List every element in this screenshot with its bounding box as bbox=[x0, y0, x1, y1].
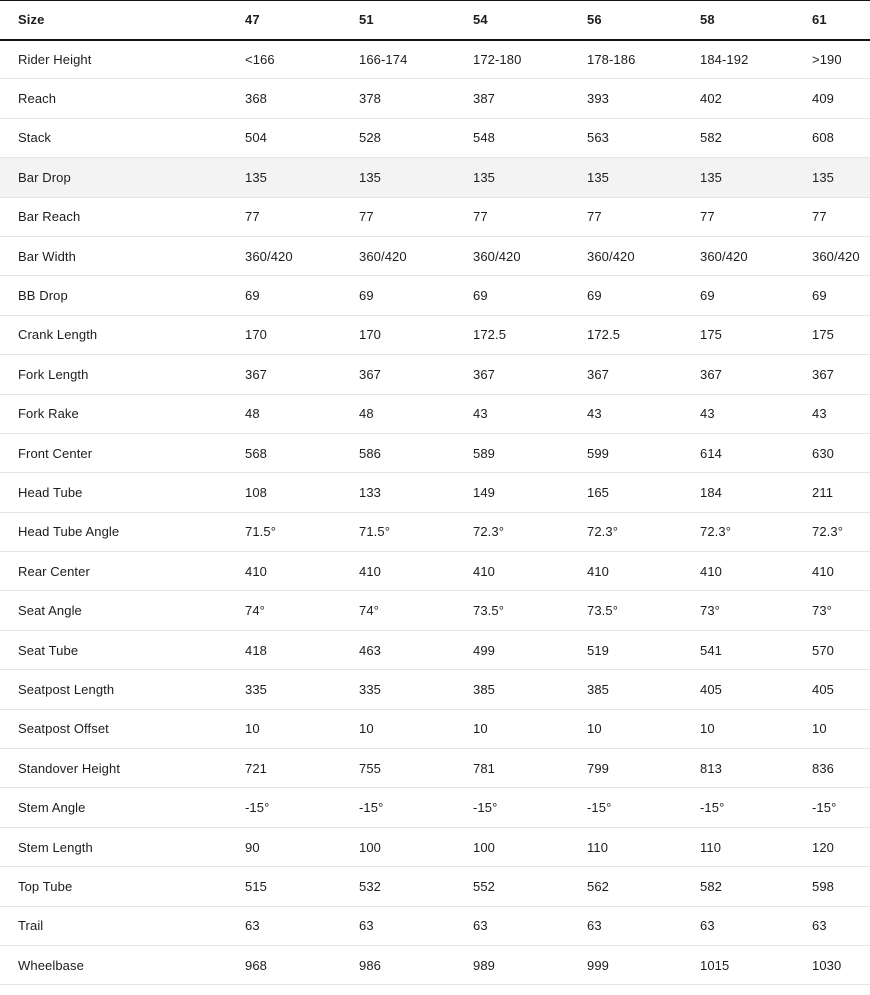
spec-row bbox=[0, 197, 870, 236]
spec-row bbox=[0, 945, 870, 984]
spec-value-cell: 515 bbox=[245, 878, 267, 894]
spec-value-cell: 504 bbox=[245, 130, 267, 146]
spec-value-cell: 178-186 bbox=[587, 51, 636, 67]
spec-value-cell: >190 bbox=[812, 51, 842, 67]
spec-label-cell: Stack bbox=[18, 130, 52, 146]
spec-label-cell: Head Tube bbox=[18, 484, 83, 500]
spec-value-cell: 135 bbox=[587, 169, 609, 185]
spec-value-cell: 135 bbox=[359, 169, 381, 185]
spec-label-cell: Seatpost Offset bbox=[18, 721, 109, 737]
spec-value-cell: 170 bbox=[359, 327, 381, 343]
spec-row bbox=[0, 79, 870, 118]
spec-value-cell: 48 bbox=[245, 406, 260, 422]
spec-value-cell: 989 bbox=[473, 957, 495, 973]
spec-value-cell: 63 bbox=[700, 918, 715, 934]
spec-value-cell: 721 bbox=[245, 760, 267, 776]
spec-value-cell: 813 bbox=[700, 760, 722, 776]
spec-value-cell: 562 bbox=[587, 878, 609, 894]
spec-value-cell: 532 bbox=[359, 878, 381, 894]
spec-row bbox=[0, 118, 870, 157]
spec-value-cell: 608 bbox=[812, 130, 834, 146]
spec-row bbox=[0, 749, 870, 788]
spec-value-cell: 10 bbox=[700, 721, 715, 737]
spec-value-cell: 582 bbox=[700, 130, 722, 146]
spec-value-cell: 799 bbox=[587, 760, 609, 776]
spec-value-cell: 410 bbox=[587, 563, 609, 579]
spec-row bbox=[0, 827, 870, 866]
spec-row bbox=[0, 867, 870, 906]
size-column-header: 61 bbox=[812, 12, 827, 28]
spec-value-cell: 360/420 bbox=[245, 248, 293, 264]
spec-value-cell: 135 bbox=[700, 169, 722, 185]
geometry-table-body bbox=[0, 40, 870, 985]
spec-value-cell: 10 bbox=[473, 721, 488, 737]
spec-value-cell: 72.3° bbox=[700, 524, 732, 540]
spec-value-cell: 77 bbox=[700, 209, 715, 225]
spec-value-cell: 172.5 bbox=[473, 327, 507, 343]
spec-value-cell: 43 bbox=[473, 406, 488, 422]
spec-value-cell: 360/420 bbox=[812, 248, 860, 264]
spec-value-cell: 563 bbox=[587, 130, 609, 146]
spec-row bbox=[0, 788, 870, 827]
spec-value-cell: 836 bbox=[812, 760, 834, 776]
spec-value-cell: 63 bbox=[359, 918, 374, 934]
spec-label-cell: Standover Height bbox=[18, 760, 121, 776]
spec-value-cell: 77 bbox=[245, 209, 260, 225]
spec-value-cell: -15° bbox=[245, 800, 270, 816]
spec-label-cell: Fork Rake bbox=[18, 406, 79, 422]
spec-value-cell: 402 bbox=[700, 91, 722, 107]
spec-row bbox=[0, 591, 870, 630]
spec-value-cell: 360/420 bbox=[473, 248, 521, 264]
spec-value-cell: 986 bbox=[359, 957, 381, 973]
spec-value-cell: 630 bbox=[812, 445, 834, 461]
spec-value-cell: 184 bbox=[700, 484, 722, 500]
spec-value-cell: 72.3° bbox=[812, 524, 844, 540]
spec-value-cell: 77 bbox=[473, 209, 488, 225]
spec-value-cell: 598 bbox=[812, 878, 834, 894]
spec-value-cell: 360/420 bbox=[359, 248, 407, 264]
spec-value-cell: 367 bbox=[359, 366, 381, 382]
spec-value-cell: 63 bbox=[245, 918, 260, 934]
spec-value-cell: 120 bbox=[812, 839, 834, 855]
spec-value-cell: 410 bbox=[473, 563, 495, 579]
spec-value-cell: 499 bbox=[473, 642, 495, 658]
spec-label-cell: BB Drop bbox=[18, 288, 68, 304]
spec-label-cell: Front Center bbox=[18, 445, 93, 461]
spec-value-cell: 10 bbox=[587, 721, 602, 737]
spec-value-cell: 172-180 bbox=[473, 51, 522, 67]
spec-value-cell: 10 bbox=[359, 721, 374, 737]
spec-value-cell: 69 bbox=[700, 288, 715, 304]
spec-value-cell: -15° bbox=[473, 800, 498, 816]
spec-value-cell: 77 bbox=[812, 209, 827, 225]
spec-row bbox=[0, 276, 870, 315]
spec-value-cell: 77 bbox=[359, 209, 374, 225]
spec-value-cell: 519 bbox=[587, 642, 609, 658]
spec-value-cell: -15° bbox=[700, 800, 725, 816]
spec-value-cell: 63 bbox=[473, 918, 488, 934]
spec-value-cell: 10 bbox=[245, 721, 260, 737]
spec-value-cell: 72.3° bbox=[587, 524, 619, 540]
spec-value-cell: 385 bbox=[473, 681, 495, 697]
spec-value-cell: 69 bbox=[245, 288, 260, 304]
spec-value-cell: 10 bbox=[812, 721, 827, 737]
spec-value-cell: 614 bbox=[700, 445, 722, 461]
spec-label-cell: Bar Reach bbox=[18, 209, 81, 225]
spec-label-cell: Rear Center bbox=[18, 563, 90, 579]
spec-row bbox=[0, 512, 870, 551]
spec-value-cell: 1015 bbox=[700, 957, 730, 973]
spec-value-cell: 211 bbox=[812, 484, 834, 500]
spec-value-cell: 135 bbox=[812, 169, 834, 185]
spec-value-cell: 378 bbox=[359, 91, 381, 107]
spec-value-cell: 175 bbox=[812, 327, 834, 343]
spec-value-cell: 368 bbox=[245, 91, 267, 107]
spec-label-cell: Top Tube bbox=[18, 878, 73, 894]
spec-label-cell: Crank Length bbox=[18, 327, 98, 343]
spec-value-cell: 367 bbox=[245, 366, 267, 382]
spec-value-cell: 73.5° bbox=[473, 603, 505, 619]
spec-value-cell: 73° bbox=[812, 603, 832, 619]
spec-value-cell: <166 bbox=[245, 51, 275, 67]
spec-value-cell: 541 bbox=[700, 642, 722, 658]
spec-value-cell: 43 bbox=[587, 406, 602, 422]
size-header-label: Size bbox=[18, 12, 45, 28]
spec-value-cell: 175 bbox=[700, 327, 722, 343]
spec-label-cell: Trail bbox=[18, 918, 44, 934]
spec-value-cell: 418 bbox=[245, 642, 267, 658]
spec-value-cell: 48 bbox=[359, 406, 374, 422]
spec-value-cell: 135 bbox=[245, 169, 267, 185]
spec-value-cell: 360/420 bbox=[587, 248, 635, 264]
spec-value-cell: 385 bbox=[587, 681, 609, 697]
spec-value-cell: 405 bbox=[812, 681, 834, 697]
spec-value-cell: 755 bbox=[359, 760, 381, 776]
spec-row bbox=[0, 158, 870, 197]
spec-row bbox=[0, 40, 870, 79]
spec-value-cell: 367 bbox=[473, 366, 495, 382]
spec-value-cell: 172.5 bbox=[587, 327, 621, 343]
spec-value-cell: 73.5° bbox=[587, 603, 619, 619]
spec-value-cell: 43 bbox=[700, 406, 715, 422]
spec-value-cell: 74° bbox=[245, 603, 265, 619]
spec-value-cell: 570 bbox=[812, 642, 834, 658]
spec-value-cell: 589 bbox=[473, 445, 495, 461]
spec-value-cell: 552 bbox=[473, 878, 495, 894]
spec-value-cell: 72.3° bbox=[473, 524, 505, 540]
spec-value-cell: 63 bbox=[587, 918, 602, 934]
spec-value-cell: 133 bbox=[359, 484, 381, 500]
spec-value-cell: 74° bbox=[359, 603, 379, 619]
size-column-header: 58 bbox=[700, 12, 715, 28]
spec-value-cell: 184-192 bbox=[700, 51, 749, 67]
spec-value-cell: 335 bbox=[359, 681, 381, 697]
spec-label-cell: Wheelbase bbox=[18, 957, 84, 973]
spec-value-cell: 69 bbox=[359, 288, 374, 304]
spec-value-cell: 69 bbox=[812, 288, 827, 304]
spec-value-cell: -15° bbox=[359, 800, 384, 816]
spec-value-cell: 69 bbox=[587, 288, 602, 304]
spec-value-cell: 367 bbox=[700, 366, 722, 382]
spec-value-cell: -15° bbox=[812, 800, 837, 816]
spec-value-cell: 90 bbox=[245, 839, 260, 855]
spec-label-cell: Stem Length bbox=[18, 839, 93, 855]
spec-value-cell: 599 bbox=[587, 445, 609, 461]
spec-row bbox=[0, 394, 870, 433]
spec-value-cell: 367 bbox=[812, 366, 834, 382]
spec-value-cell: 410 bbox=[359, 563, 381, 579]
spec-value-cell: 100 bbox=[359, 839, 381, 855]
spec-value-cell: 71.5° bbox=[359, 524, 391, 540]
spec-value-cell: 166-174 bbox=[359, 51, 408, 67]
spec-value-cell: -15° bbox=[587, 800, 612, 816]
spec-value-cell: 568 bbox=[245, 445, 267, 461]
header-row bbox=[0, 1, 870, 40]
size-column-header: 47 bbox=[245, 12, 260, 28]
spec-value-cell: 335 bbox=[245, 681, 267, 697]
spec-value-cell: 149 bbox=[473, 484, 495, 500]
spec-label-cell: Stem Angle bbox=[18, 800, 86, 816]
spec-label-cell: Rider Height bbox=[18, 51, 92, 67]
spec-value-cell: 548 bbox=[473, 130, 495, 146]
size-column-header: 54 bbox=[473, 12, 488, 28]
spec-value-cell: 110 bbox=[700, 839, 722, 855]
spec-value-cell: 410 bbox=[812, 563, 834, 579]
spec-row bbox=[0, 433, 870, 472]
spec-row bbox=[0, 552, 870, 591]
spec-label-cell: Bar Width bbox=[18, 248, 76, 264]
spec-row bbox=[0, 630, 870, 669]
spec-value-cell: 170 bbox=[245, 327, 267, 343]
spec-value-cell: 387 bbox=[473, 91, 495, 107]
spec-value-cell: 43 bbox=[812, 406, 827, 422]
spec-row bbox=[0, 355, 870, 394]
spec-row bbox=[0, 670, 870, 709]
spec-value-cell: 586 bbox=[359, 445, 381, 461]
spec-label-cell: Head Tube Angle bbox=[18, 524, 120, 540]
spec-row bbox=[0, 709, 870, 748]
spec-value-cell: 968 bbox=[245, 957, 267, 973]
spec-label-cell: Seat Angle bbox=[18, 603, 82, 619]
spec-value-cell: 110 bbox=[587, 839, 609, 855]
spec-label-cell: Seatpost Length bbox=[18, 681, 115, 697]
spec-value-cell: 528 bbox=[359, 130, 381, 146]
spec-value-cell: 135 bbox=[473, 169, 495, 185]
spec-value-cell: 77 bbox=[587, 209, 602, 225]
spec-label-cell: Fork Length bbox=[18, 366, 89, 382]
spec-value-cell: 1030 bbox=[812, 957, 842, 973]
spec-value-cell: 781 bbox=[473, 760, 495, 776]
spec-row bbox=[0, 473, 870, 512]
spec-value-cell: 405 bbox=[700, 681, 722, 697]
size-column-header: 51 bbox=[359, 12, 374, 28]
spec-value-cell: 165 bbox=[587, 484, 609, 500]
spec-value-cell: 63 bbox=[812, 918, 827, 934]
spec-value-cell: 100 bbox=[473, 839, 495, 855]
spec-row bbox=[0, 906, 870, 945]
spec-value-cell: 410 bbox=[245, 563, 267, 579]
spec-value-cell: 71.5° bbox=[245, 524, 277, 540]
spec-value-cell: 409 bbox=[812, 91, 834, 107]
spec-value-cell: 360/420 bbox=[700, 248, 748, 264]
size-column-header: 56 bbox=[587, 12, 602, 28]
spec-value-cell: 999 bbox=[587, 957, 609, 973]
spec-value-cell: 69 bbox=[473, 288, 488, 304]
spec-label-cell: Bar Drop bbox=[18, 169, 71, 185]
spec-value-cell: 410 bbox=[700, 563, 722, 579]
spec-row bbox=[0, 315, 870, 354]
spec-row bbox=[0, 236, 870, 275]
spec-value-cell: 73° bbox=[700, 603, 720, 619]
spec-value-cell: 108 bbox=[245, 484, 267, 500]
spec-value-cell: 367 bbox=[587, 366, 609, 382]
spec-value-cell: 582 bbox=[700, 878, 722, 894]
spec-label-cell: Reach bbox=[18, 91, 57, 107]
spec-label-cell: Seat Tube bbox=[18, 642, 79, 658]
spec-value-cell: 393 bbox=[587, 91, 609, 107]
spec-value-cell: 463 bbox=[359, 642, 381, 658]
